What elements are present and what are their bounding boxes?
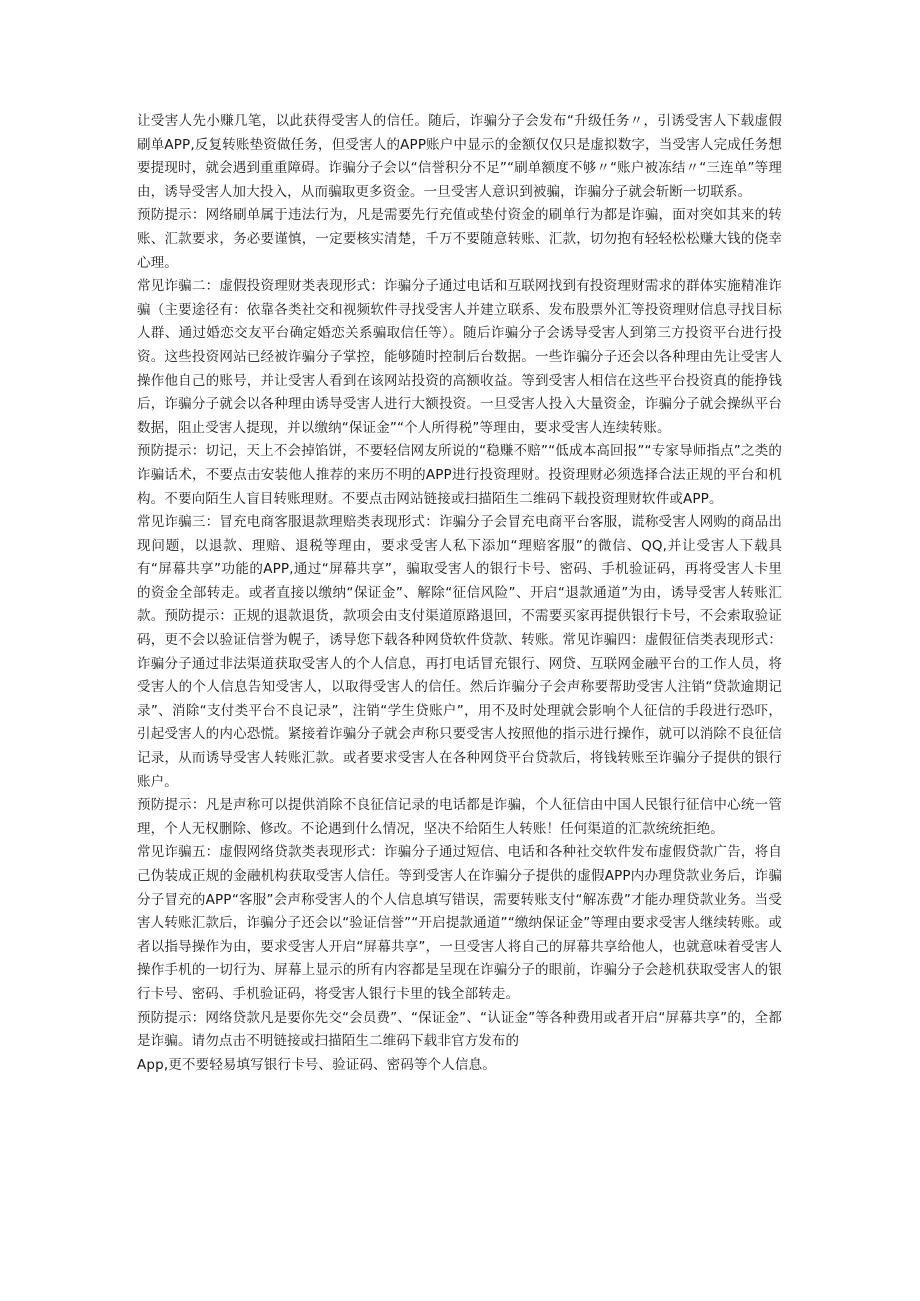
paragraph-scam-5-loan: 常见诈骗五：虚假网络贷款类表现形式：诈骗分子通过短信、电话和各种社交软件发布虚假贷款广告，将自己伪装成正规的金融机构获取受害人信任。等到受害人在诈骗分子提供的虚假APP内办理贷款业务后，诈骗分子冒充的APP“客服”会声称受害人的个人信息填写错误，需要转账支付“解冻费”才能办理贷款业务。当受害人转账汇款后，诈骗分子还会以“验证信誉”“开启提款通道”“缴纳保证金”等理由要求受害人继续转账。或者以指导操作为由，要求受害人开启“屏幕共享”，一旦受害人将自己的屏幕共享给他人，也就意味着受害人操作手机的一切行为、屏幕上显示的所有内容都是呈现在诈骗分子的眼前，诈骗分子会趁机获取受害人的银行卡号、密码、手机验证码，将受害人银行卡里的钱全部转走。 xyxy=(137,844,782,1002)
paragraph-prevention-tip-2: 预防提示：切记，天上不会掉馅饼，不要轻信网友所说的“稳赚不赔”“低成本高回报”“专家导师指点”之类的诈骗话术，不要点击安装他人推荐的来历不明的APP进行投资理财。投资理财必须选择合法正规的平台和机构。不要向陌生人盲目转账理财。不要点击网站链接或扫描陌生二维码下载投资理财软件或APP。 xyxy=(137,443,782,507)
paragraph-prevention-tip-4: 预防提示：凡是声称可以提供消除不良征信记录的电话都是诈骗，个人征信由中国人民银行征信中心统一管理，个人无权删除、修改。不论遇到什么情况，坚决不给陌生人转账！任何渠道的汇款统统拒绝。 xyxy=(137,797,782,837)
paragraph-prevention-tip-1: 预防提示：网络刷单属于违法行为，凡是需要先行充值或垫付资金的刷单行为都是诈骗，面对突如其来的转账、汇款要求，务必要谨慎，一定要核实清楚，千万不要随意转账、汇款，切勿抱有轻轻松松赚大钱的侥幸心理。 xyxy=(137,207,782,271)
paragraph-prevention-tip-5-end: App,更不要轻易填写银行卡号、验证码、密码等个人信息。 xyxy=(137,1056,496,1073)
paragraph-task-scam-continuation: 让受害人先小赚几笔，以此获得受害人的信任。随后，诈骗分子会发布“升级任务〃，引诱受害人下载虚假刷单APP,反复转账垫资做任务，但受害人的APP账户中显示的金额仅仅只是虚拟数字，当受害人完成任务想要提现时，就会遇到重重障碍。诈骗分子会以“信誉积分不足”“刷单额度不够〃“账户被冻结〃“三连单”等理由，诱导受害人加大投入，从而骗取更多资金。一旦受害人意识到被骗，诈骗分子就会斩断一切联系。 xyxy=(137,113,782,200)
paragraph-prevention-tip-5: 预防提示：网络贷款凡是要你先交“会员费”、“保证金”、“认证金”等各种费用或者开启“屏幕共享”的，全都是诈骗。请勿点击不明链接或扫描陌生二维码下载非官方发布的 xyxy=(137,1009,782,1050)
paragraph-scam-2-investment: 常见诈骗二：虚假投资理财类表现形式：诈骗分子通过电话和互联网找到有投资理财需求的群体实施精准诈骗（主要途径有：依靠各类社交和视频软件寻找受害人并建立联系、发布股票外汇等投资理财信息寻找目标人群、通过婚恋交友平台确定婚恋关系骗取信任等）。随后诈骗分子会诱导受害人到第三方投资平台进行投资。这些投资网站已经被诈骗分子掌控，能够随时控制后台数据。一些诈骗分子还会以各种理由先让受害人操作他自己的账号，并让受害人看到在该网站投资的高额收益。等到受害人相信在这些平台投资真的能挣钱后，诈骗分子就会以各种理由诱导受害人进行大额投资。一旦受害人投入大量资金，诈骗分子就会操纵平台数据，阻止受害人提现，并以缴纳“保证金”“个人所得税”等理由，要求受害人连续转账。 xyxy=(137,278,782,436)
document-body xyxy=(137,110,782,1077)
paragraph-scam-3-4-refund-credit: 常见诈骗三：冒充电商客服退款理赔类表现形式：诈骗分子会冒充电商平台客服，谎称受害人网购的商品出现问题，以退款、理赔、退税等理由，要求受害人私下添加“理赔客服”的微信、QQ,并让受害人下载具有“屏幕共享”功能的APP,通过“屏幕共享”，骗取受害人的银行卡号、密码、手机验证码，再将受害人卡里的资金全部转走。或者直接以缴纳“保证金”、解除“征信风险”、开启“退款通道”为由，诱导受害人转账汇款。预防提示：正规的退款退货，款项会由支付渠道原路退回，不需要买家再提供银行卡号，不会索取验证码，更不会以验证信誉为幌子，诱导您下载各种网贷软件贷款、转账。常见诈骗四：虚假征信类表现形式：诈骗分子通过非法渠道获取受害人的个人信息，再打电话冒充银行、网贷、互联网金融平台的工作人员，将受害人的个人信息告知受害人，以取得受害人的信任。然后诈骗分子会声称要帮助受害人注销“贷款逾期记录”、消除“支付类平台不良记录”，注销“学生贷账户”，用不及时处理就会影响个人征信的手段进行恐吓，引起受害人的内心恐慌。紧接着诈骗分子就会声称只要受害人按照他的指示进行操作，就可以消除不良征信记录，从而诱导受害人转账汇款。或者要求受害人在各种网贷平台贷款后，将钱转账至诈骗分子提供的银行账户。 xyxy=(137,514,782,790)
